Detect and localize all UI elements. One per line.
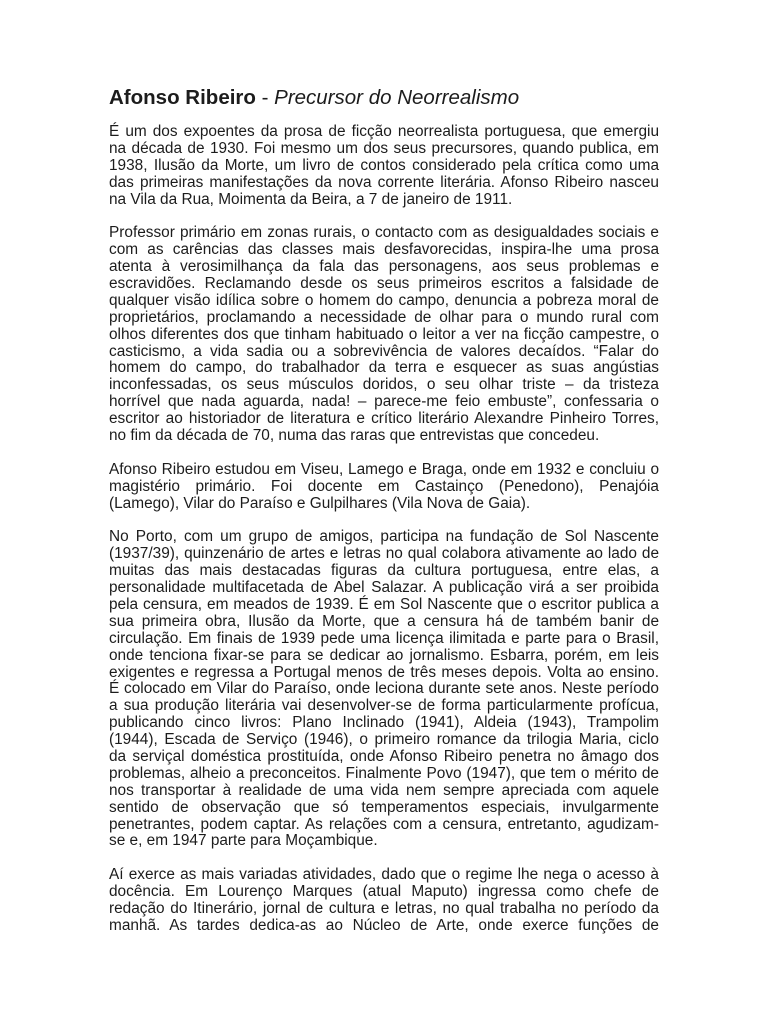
paragraph [109, 867, 659, 935]
text-line: redação do Itinerário, jornal de cultura e letras, no qual trabalha no período da [109, 899, 659, 917]
text-line: atenta à verosimilhança da fala das personagens, aos seus problemas e [109, 258, 659, 276]
text-line: no fim da década de 70, numa das raras que entrevistas que concedeu. [109, 427, 600, 445]
text-line: penetrantes, podem captar. As relações com a censura, entretanto, agudizam- [109, 815, 659, 833]
text-line: pela censura, em meados de 1939. É em Sol Nascente que o escritor publica a [109, 595, 659, 613]
text-line: homem do campo, do trabalhador da terra e esquecer as suas angústias [109, 359, 659, 377]
text-line: No Porto, com um grupo de amigos, participa na fundação de Sol Nascente [109, 528, 659, 546]
text-line: a sua produção literária vai desenvolver-se de forma particularmente profícua, [109, 697, 659, 715]
title-separator: - [261, 86, 269, 109]
text-line: É colocado em Vilar do Paraíso, onde leciona durante sete anos. Neste período [109, 680, 659, 698]
text-line: problemas, alheio a preconceitos. Finalmente Povo (1947), que tem o mérito de [109, 764, 659, 782]
text-line: Professor primário em zonas rurais, o contacto com as desigualdades sociais e [109, 224, 659, 242]
text-line: personalidade multifacetada de Abel Salazar. A publicação virá a ser proibida [109, 579, 659, 597]
text-line: (1944), Escada de Serviço (1946), o primeiro romance da trilogia Maria, ciclo [109, 731, 659, 749]
text-line: das primeiras manifestações da nova corrente literária. Afonso Ribeiro nasceu [109, 173, 659, 191]
text-line: publicando cinco livros: Plano Inclinado (1941), Aldeia (1943), Trampolim [109, 714, 659, 732]
text-line: docência. Em Lourenço Marques (atual Maputo) ingressa como chefe de [109, 883, 659, 901]
text-line: circulação. Em finais de 1939 pede uma licença ilimitada e parte para o Brasil, [109, 629, 659, 647]
text-line: exigentes e regressa a Portugal menos de três meses depois. Volta ao ensino. [109, 663, 659, 681]
title-author: Afonso Ribeiro [109, 86, 256, 109]
text-line: escravidões. Reclamando desde os seus primeiros escritos a falsidade de [109, 275, 659, 293]
text-line: da serviçal doméstica prostituída, onde Afonso Ribeiro penetra no âmago dos [109, 747, 659, 765]
text-line: Aí exerce as mais variadas atividades, dado que o regime lhe nega o acesso à [109, 866, 659, 884]
text-line: É um dos expoentes da prosa de ficção neorrealista portuguesa, que emergiu [109, 123, 659, 140]
title-subtitle: Precursor do Neorrealismo [274, 86, 520, 109]
text-line: escritor ao historiador de literatura e crítico literário Alexandre Pinheiro Torres, [109, 410, 659, 428]
text-line: na Vila da Rua, Moimenta da Beira, a 7 de janeiro de 1911. [109, 190, 513, 208]
paragraph [109, 462, 659, 513]
paragraph [109, 225, 659, 445]
text-line: na década de 1930. Foi mesmo um dos seus precursores, quando publica, em [109, 139, 659, 157]
text-line: 1938, Ilusão da Morte, um livro de contos considerado pela crítica como uma [109, 156, 659, 174]
text-line: muitas das mais destacadas figuras da cultura portuguesa, entre elas, a [109, 562, 659, 580]
document-body [109, 124, 659, 952]
text-line: (1937/39), quinzenário de artes e letras no qual colabora ativamente ao lado de [109, 545, 659, 563]
paragraph [109, 529, 659, 850]
text-line: proprietários, proclamando a necessidade de olhar para o mundo rural com [109, 308, 659, 326]
text-line: casticismo, a vida sadia ou a sobrevivência de valores decaídos. “Falar do [109, 342, 659, 360]
text-line: inconfessadas, os seus músculos doridos, o seu olhar triste – da tristeza [109, 376, 659, 394]
text-line: com as carências das classes mais desfavorecidas, inspira-lhe uma prosa [109, 241, 659, 259]
text-line: horrível que nada aguarda, nada! – parece-me feio embuste”, confessaria o [109, 393, 659, 411]
text-line: (Lamego), Vilar do Paraíso e Gulpilhares (Vila Nova de Gaia). [109, 494, 531, 512]
text-line: onde tenciona fixar-se para se dedicar ao jornalismo. Esbarra, porém, em leis [109, 646, 659, 664]
text-line: sua primeira obra, Ilusão da Morte, que a censura há de também banir de [109, 612, 659, 630]
text-line: Afonso Ribeiro estudou em Viseu, Lamego e Braga, onde em 1932 e concluiu o [109, 460, 659, 478]
text-line: sentido de observação que só temperamentos especiais, invulgarmente [109, 798, 659, 816]
text-line: se e, em 1947 parte para Moçambique. [109, 832, 378, 850]
text-line: olhos diferentes dos que tinham habituado o leitor a ver na ficção campestre, o [109, 325, 659, 343]
text-line: magistério primário. Foi docente em Castainço (Penedono), Penajóia [109, 477, 659, 495]
paragraph [109, 124, 659, 208]
text-line: qualquer visão idílica sobre o homem do campo, denuncia a pobreza moral de [109, 291, 659, 309]
text-line: nos transportar à realidade de uma vida nem sempre apreciada com aquele [109, 781, 659, 799]
text-line: manhã. As tardes dedica-as ao Núcleo de Arte, onde exerce funções de [109, 916, 659, 934]
document-title [109, 86, 519, 110]
